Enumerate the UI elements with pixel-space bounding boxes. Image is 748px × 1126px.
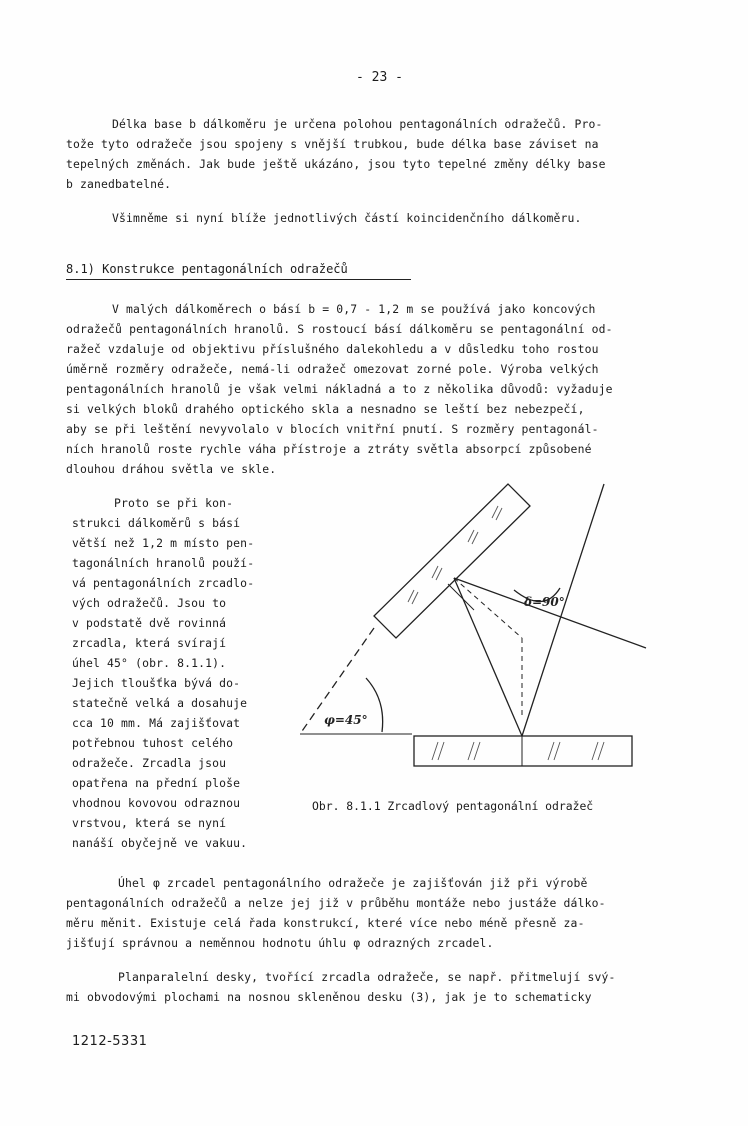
text-line: aby se při leštění nevyvolalo v blocích vnitřní pnutí. S rozměry pentagonál- bbox=[66, 422, 599, 436]
text-line: odražeče. Zrcadla jsou bbox=[72, 756, 227, 770]
text-line: ních hranolů roste rychle váha přístroje a ztráty světla absorpcí způsobené bbox=[66, 442, 592, 456]
text-line: pentagonálních hranolů je však velmi nákladná a to z několika důvodů: vyžaduje bbox=[66, 382, 613, 396]
text-line: úhel 45° (obr. 8.1.1). bbox=[72, 656, 227, 670]
text-line: opatřena na přední ploše bbox=[72, 776, 241, 790]
light-ray bbox=[522, 484, 604, 736]
text-line: ražeč vzdaluje od objektivu příslušného dalekohledu a v důsledku toho rostou bbox=[66, 342, 599, 356]
text-line: tože tyto odražeče jsou spojeny s vnější trubkou, bude délka base záviset na bbox=[66, 137, 599, 151]
light-ray bbox=[454, 578, 646, 648]
text-line: dlouhou dráhou světla ve skle. bbox=[66, 462, 277, 476]
angle-phi-label: φ=45° bbox=[324, 713, 368, 727]
text-line: nanáší obyčejně ve vakuu. bbox=[72, 836, 248, 850]
text-line: Délka base b dálkoměru je určena polohou pentagonálních odražečů. Pro- bbox=[112, 117, 603, 131]
text-line: V malých dálkoměrech o básí b = 0,7 - 1,2 m se používá jako koncových bbox=[112, 302, 596, 316]
light-ray bbox=[454, 578, 522, 736]
figure-caption: Obr. 8.1.1 Zrcadlový pentagonální odražeč bbox=[312, 799, 594, 813]
inclined-mirror bbox=[374, 484, 530, 638]
angle-phi-arc bbox=[366, 678, 383, 732]
text-line: pentagonálních odražečů a nelze jej již v průběhu montáže nebo justáže dálko- bbox=[66, 896, 606, 910]
text-line: Úhel φ zrcadel pentagonálního odražeče je zajišťován již při výrobě bbox=[118, 876, 588, 890]
text-line: si velkých bloků drahého optického skla a nesnadno se leští bez nebezpečí, bbox=[66, 402, 585, 416]
text-line: statečně velká a dosahuje bbox=[72, 696, 248, 710]
text-line: vhodnou kovovou odraznou bbox=[72, 796, 241, 810]
text-line: vá pentagonálních zrcadlo- bbox=[72, 576, 255, 590]
text-line: úměrně rozměry odražeče, nemá-li odražeč omezovat zorné pole. Výroba velkých bbox=[66, 362, 599, 376]
text-line: strukci dálkoměrů s básí bbox=[72, 516, 241, 530]
text-line: zrcadla, která svírají bbox=[72, 636, 227, 650]
angle-delta-label: δ=90° bbox=[524, 595, 565, 609]
text-line: tepelných změnách. Jak bude ještě ukázáno, jsou tyto tepelné změny délky base bbox=[66, 157, 606, 171]
heading-underline bbox=[66, 279, 411, 280]
text-line: b zanedbatelné. bbox=[66, 177, 172, 191]
text-line: v podstatě dvě rovinná bbox=[72, 616, 227, 630]
text-line: větší než 1,2 m místo pen- bbox=[72, 536, 255, 550]
text-line: potřebnou tuhost celého bbox=[72, 736, 234, 750]
paragraph-intro: Všimněme si nyní blíže jednotlivých částí koincidenčního dálkoměru. bbox=[112, 211, 582, 225]
text-line: Proto se při kon- bbox=[114, 496, 234, 510]
text-line: vých odražečů. Jsou to bbox=[72, 596, 227, 610]
bottom-mirror bbox=[414, 736, 632, 766]
text-line: jišťují správnou a neměnnou hodnotu úhlu φ odrazných zrcadel. bbox=[66, 936, 494, 950]
text-line: tagonálních hranolů použí- bbox=[72, 556, 255, 570]
page-number: - 23 - bbox=[356, 70, 403, 85]
text-line: cca 10 mm. Má zajišťovat bbox=[72, 716, 241, 730]
text-line: Jejich tloušťka bývá do- bbox=[72, 676, 241, 690]
text-line: vrstvou, která se nyní bbox=[72, 816, 227, 830]
pentagonal-mirror-diagram bbox=[298, 478, 650, 778]
text-line: Planparalelní desky, tvořící zrcadla odražeče, se např. přitmelují svý- bbox=[118, 970, 616, 984]
text-line: odražečů pentagonálních hranolů. S rostoucí básí dálkoměru se pentagonální od- bbox=[66, 322, 613, 336]
text-line: měru měnit. Existuje celá řada konstrukcí, které více nebo méně přesně za- bbox=[66, 916, 585, 930]
footer-code: 1212-5331 bbox=[72, 1034, 148, 1049]
text-line: mi obvodovými plochami na nosnou skleněnou desku (3), jak je to schematicky bbox=[66, 990, 592, 1004]
section-heading: 8.1) Konstrukce pentagonálních odražečů bbox=[66, 262, 348, 276]
